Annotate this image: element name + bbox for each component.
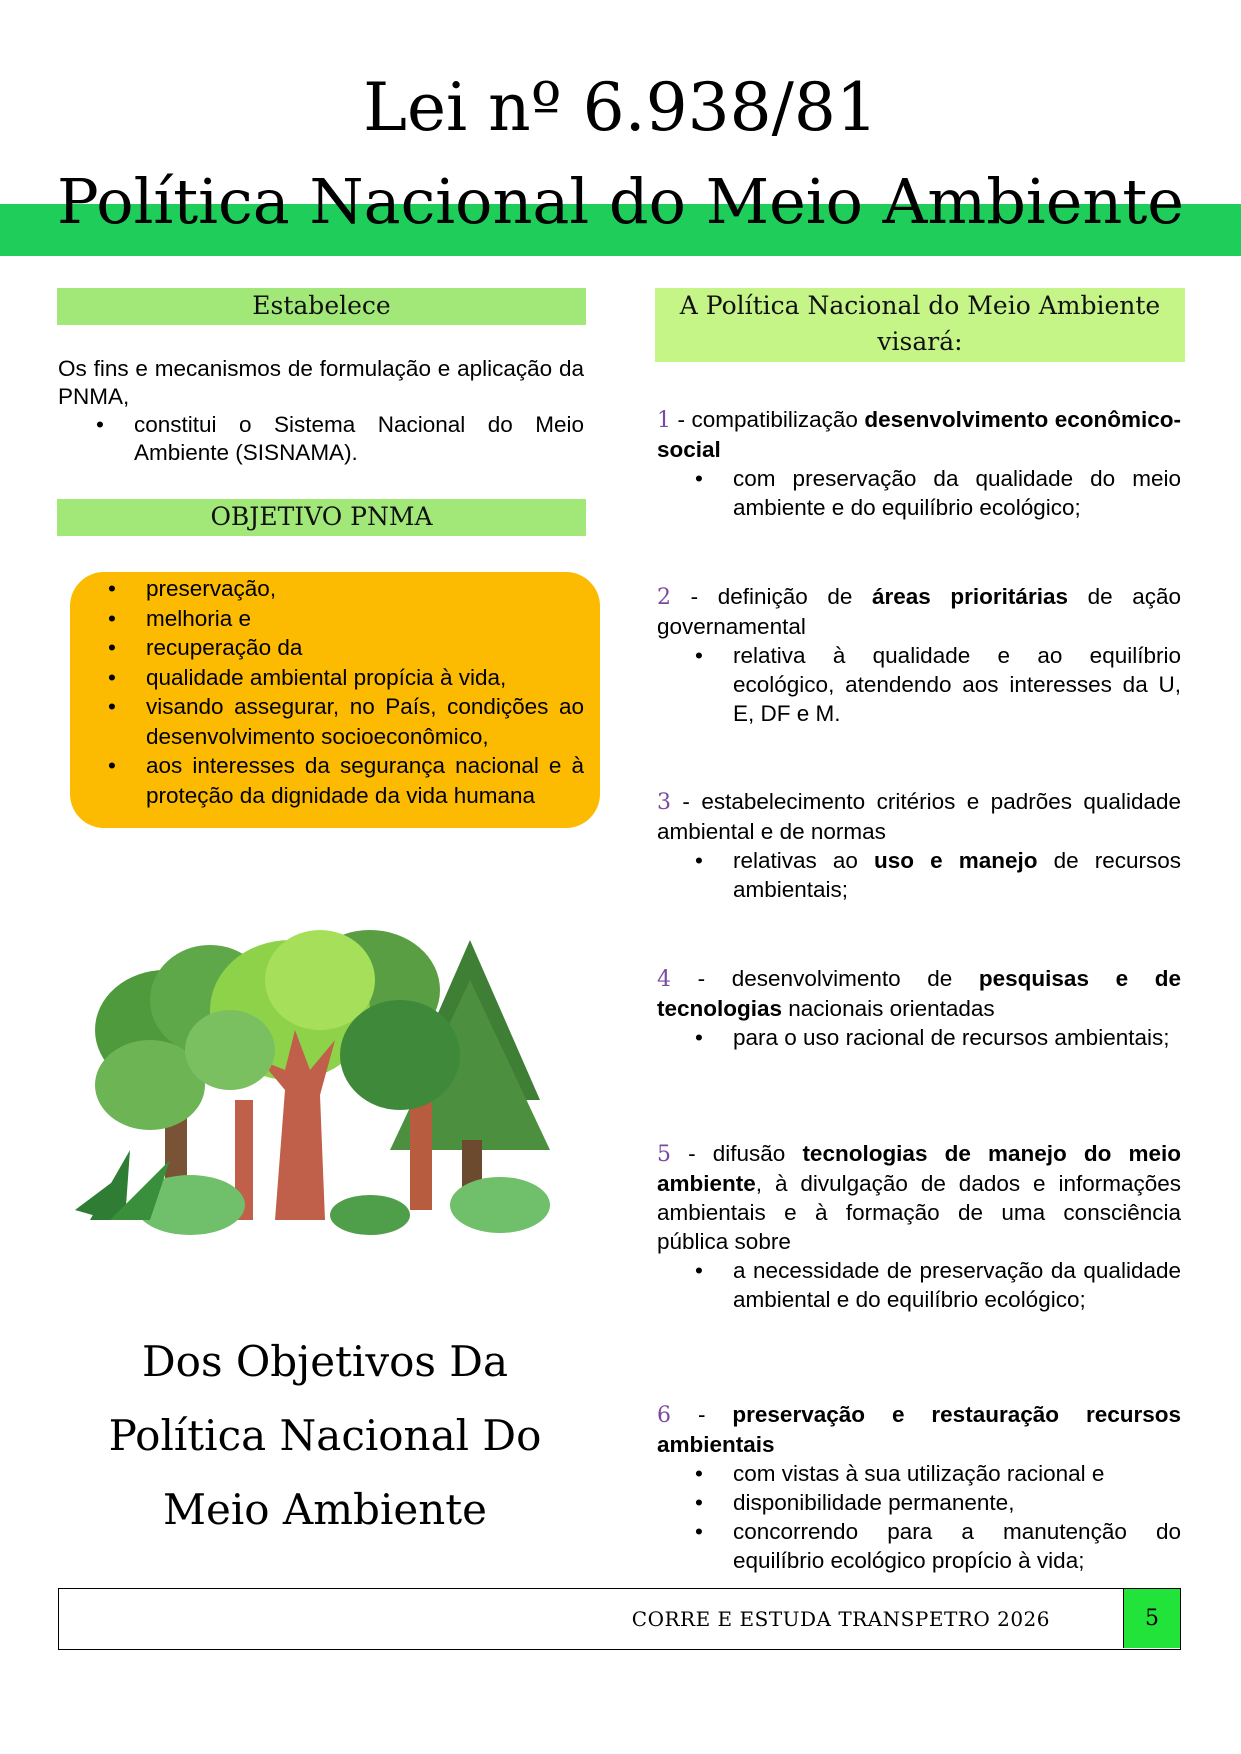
trees-illustration xyxy=(70,920,570,1240)
item-bold-text: uso e manejo xyxy=(874,848,1038,873)
list-item: • concorrendo para a manutenção do equilíbrio ecológico propício à vida; xyxy=(657,1517,1181,1575)
item-text: , à divulgação de dados e informações ambientais e à formação de uma consciência pública sobre xyxy=(657,1171,1181,1254)
objetivo-heading: OBJETIVO PNMA xyxy=(57,499,586,536)
list-item: • qualidade ambiental propícia à vida, xyxy=(70,663,584,693)
item-number: 2 xyxy=(657,585,671,610)
list-item: • a necessidade de preservação da qualidade ambiental e do equilíbrio ecológico; xyxy=(657,1256,1181,1314)
list-item: • recuperação da xyxy=(70,633,584,663)
item-number: 4 xyxy=(657,967,671,992)
list-item: • preservação, xyxy=(70,574,584,604)
title-law-number: Lei nº 6.938/81 xyxy=(363,69,878,146)
objetivo-list xyxy=(70,574,584,810)
list-item: • com vistas à sua utilização racional e xyxy=(657,1459,1181,1488)
list-item: • constitui o Sistema Nacional do Meio Ambiente (SISNAMA). xyxy=(58,411,584,467)
item-number: 6 xyxy=(657,1403,671,1428)
item-text: nacionais orientadas xyxy=(782,996,995,1021)
objective-item-4 xyxy=(657,964,1181,1052)
estabelece-heading: Estabelece xyxy=(57,288,586,325)
list-item: • visando assegurar, no País, condições ao desenvolvimento socioeconômico, xyxy=(70,692,584,751)
item-number: 5 xyxy=(657,1142,671,1167)
item-text: - compatibilização xyxy=(671,407,865,432)
item-bold-text: desenvolvimento econômico-social xyxy=(657,407,1181,462)
illustration-caption: Dos Objetivos Da Política Nacional Do Meio Ambiente xyxy=(108,1337,542,1534)
objective-item-2 xyxy=(657,582,1181,728)
objective-item-3 xyxy=(657,787,1181,904)
item-text: de ação governamental xyxy=(657,584,1182,639)
item-text: - desenvolvimento de xyxy=(671,966,979,991)
objective-item-5 xyxy=(657,1139,1181,1314)
item-bold-text: preservação e restauração recursos ambientais xyxy=(657,1402,1181,1457)
list-item: • disponibilidade permanente, xyxy=(657,1488,1181,1517)
page-footer xyxy=(58,1588,1181,1650)
item-number: 3 xyxy=(657,790,671,815)
item-bold-text: áreas prioritárias xyxy=(872,584,1068,609)
item-bold-text: tecnologias de manejo do meio ambiente xyxy=(657,1141,1181,1196)
objective-item-6 xyxy=(657,1400,1181,1575)
list-item: • com preservação da qualidade do meio ambiente e do equilíbrio ecológico; xyxy=(657,464,1181,522)
visara-heading: A Política Nacional do Meio Ambiente visará: xyxy=(655,288,1185,362)
list-item: • relativa à qualidade e ao equilíbrio ecológico, atendendo aos interesses da U, E, DF e M. xyxy=(657,641,1181,728)
list-item: • para o uso racional de recursos ambientais; xyxy=(657,1023,1181,1052)
item-text: de recursos ambientais; xyxy=(733,848,1181,902)
estabelece-text: Os fins e mecanismos de formulação e aplicação da PNMA, xyxy=(58,356,584,409)
item-number: 1 xyxy=(657,408,671,433)
footer-text: CORRE E ESTUDA TRANSPETRO 2026 xyxy=(631,1607,1050,1631)
list-item: • melhoria e xyxy=(70,604,584,634)
item-text: - difusão xyxy=(671,1141,803,1166)
item-text: relativas ao xyxy=(733,848,875,873)
list-item xyxy=(657,846,1181,904)
list-item: • aos interesses da segurança nacional e à proteção da dignidade da vida humana xyxy=(70,751,584,810)
item-bold-text: pesquisas e de tecnologias xyxy=(657,966,1181,1021)
item-text: - definição de xyxy=(671,584,873,609)
page-number: 5 xyxy=(1123,1589,1180,1648)
estabelece-section xyxy=(58,355,584,467)
page-title: Política Nacional do Meio Ambiente xyxy=(57,165,1184,238)
item-text: - estabelecimento critérios e padrões qualidade ambiental e de normas xyxy=(657,789,1181,844)
item-text: - xyxy=(671,1402,733,1427)
objective-item-1 xyxy=(657,405,1181,522)
